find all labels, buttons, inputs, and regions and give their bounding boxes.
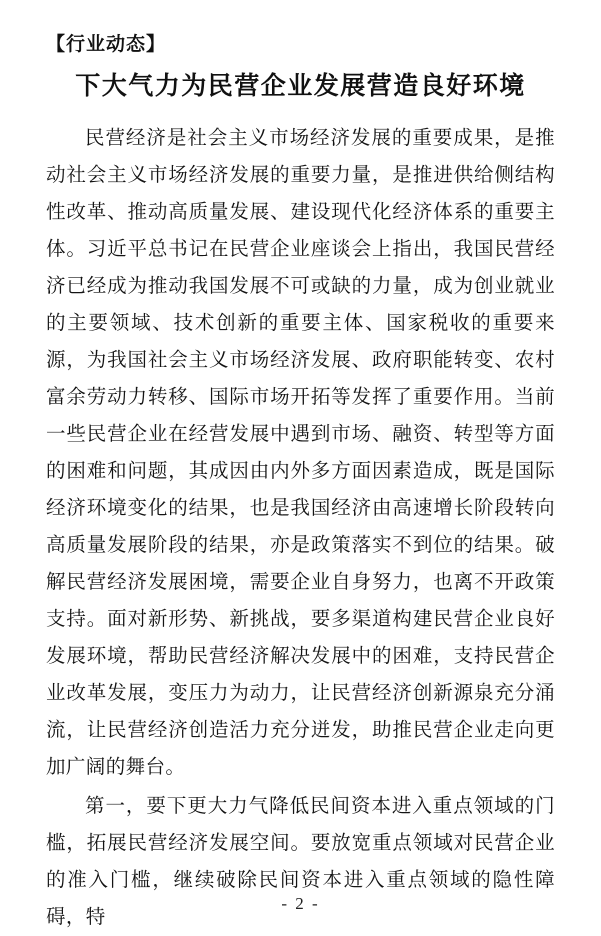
page-title: 下大气力为民营企业发展营造良好环境 [75,72,526,100]
section-tag: 【行业动态】 [46,34,167,55]
body-paragraph: 民营经济是社会主义市场经济发展的重要成果，是推动社会主义市场经济发展的重要力量，是推进供给侧结构性改革、推动高质量发展、建设现代化经济体系的重要主体。习近平总书记在民营企业座谈会上指出，我国民营经济已经成为推动我国发展不可或缺的力量，成为创业就业的主要领域、技术创新的重要主体、国家税收的重要来源，为我国社会主义市场经济发展、政府职能转变、农村富余劳动力转移、国际市场开拓等发挥了重要作用。当前一些民营企业在经营发展中遇到市场、融资、转型等方面的困难和问题，其成因由内外多方面因素造成，既是国际经济环境变化的结果，也是我国经济由高速增长阶段转向高质量发展阶段的结果，亦是政策落实不到位的结果。破解民营经济发展困境，需要企业自身努力，也离不开政策支持。面对新形势、新挑战，要多渠道构建民营企业良好发展环境，帮助民营经济解决发展中的困难，支持民营企业改革发展，变压力为动力，让民营经济创新源泉充分涌流，让民营经济创造活力充分迸发，助推民营企业走向更加广阔的舞台。 [46,127,555,778]
document-body [46,120,555,936]
page-number: - 2 - [281,894,320,913]
body-paragraph: 第一，要下更大力气降低民间资本进入重点领域的门槛，拓展民营经济发展空间。要放宽重点领域对民营企业的准入门槛，继续破除民间资本进入重点领域的隐性障碍，特 [46,795,555,928]
